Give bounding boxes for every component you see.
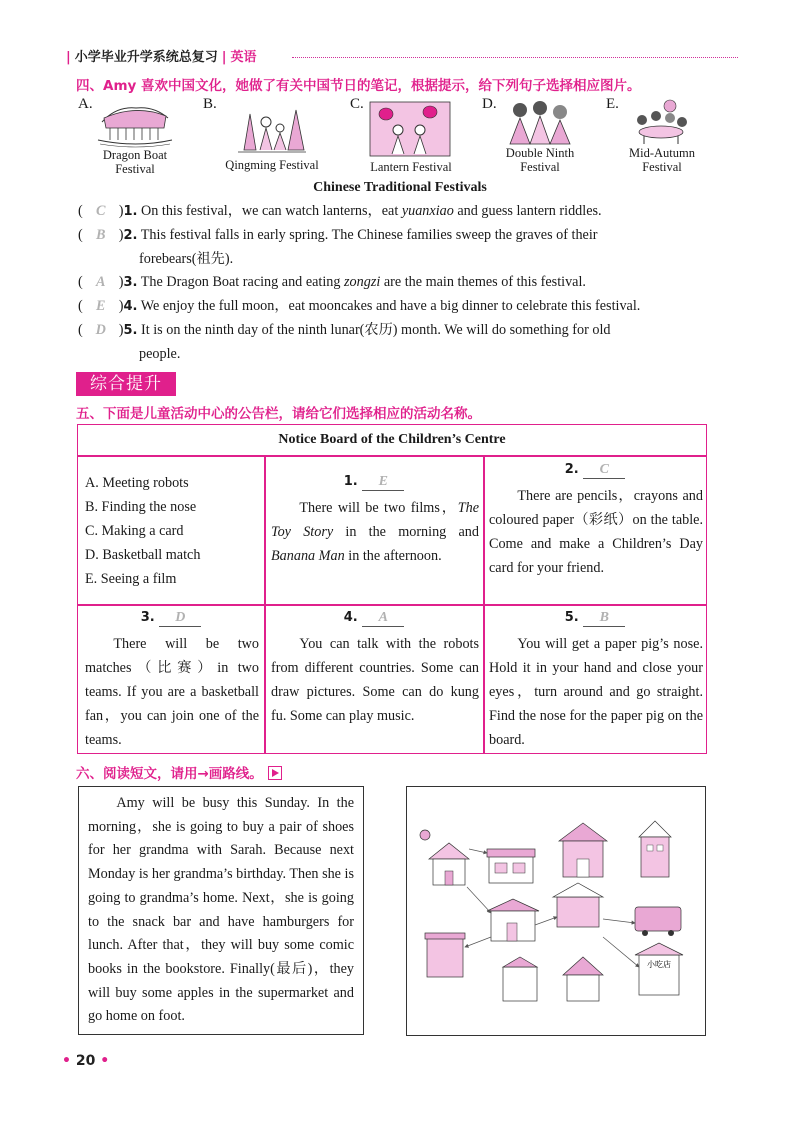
cell-number: 1. [343, 474, 358, 489]
section-banner: 综合提升 [76, 372, 176, 396]
cell-4-text: You can talk with the robots from different countries. Some can draw pictures. Some can do kung fu. Some can play music. [271, 636, 479, 724]
caption-dragon-boat [88, 148, 182, 176]
snack-bar-icon [487, 899, 539, 941]
question-number: 3. [123, 275, 138, 290]
option-item: D. Basketball match [85, 547, 201, 563]
answer-blank-4: A [362, 610, 404, 627]
cell-2-header [490, 462, 700, 479]
option-item: E. Seeing a film [85, 571, 177, 587]
snack-shop-sign-icon [635, 943, 683, 995]
question-number: 4. [123, 299, 138, 314]
building-icon [639, 821, 671, 877]
question-text-cont: people. [139, 345, 181, 362]
cell-5-header [490, 610, 700, 627]
reading-passage: Amy will be busy this Sunday. In the morning，she is going to buy a pair of shoes for her grandma with Sarah. Because next Monday is her grandma’s birthday. Then she is going to grandma’s home. Next，she is going to the snack bar and have hamburgers for lunch. After that，they will buy some comic books in the bookstore. Finally(最后)，they will buy some apples in the supermarket and go home on foot. [88, 795, 354, 1025]
film-title: The Toy Story [271, 500, 479, 540]
answer-blank-2: C [583, 462, 625, 479]
section4-heading: 四、Amy 喜欢中国文化，她做了有关中国节日的笔记，根据提示，给下列句子选择相应图片。 [76, 78, 641, 94]
answer-5: D [95, 322, 106, 338]
option-item: B. Finding the nose [85, 499, 197, 515]
cell-5-text: You will get a paper pig’s nose. Hold it in your hand and close your eyes，turn around and go straight. Find the nose for the paper pig on the board. [489, 636, 703, 748]
answer-2: B [96, 227, 106, 243]
question-text: The Dragon Boat racing and eating [140, 274, 345, 290]
question-text: On this festival，we can watch lanterns，eat [141, 203, 402, 219]
section6-heading [76, 762, 282, 782]
caption-mid-autumn [612, 146, 712, 174]
caption-lantern [358, 160, 464, 174]
section6-heading-text: 六、阅读短文，请用→画路线。 [76, 766, 263, 782]
bus-icon [635, 907, 681, 936]
table-rule [77, 455, 707, 457]
supermarket-icon [425, 933, 465, 977]
caption-line: Mid-Autumn [629, 146, 695, 160]
series-title: 小学毕业升学系统总复习 [74, 50, 218, 65]
cell-text: There will be two films， [299, 500, 458, 516]
option-item: A. Meeting robots [85, 475, 189, 491]
question-1: ( C )1. On this festival，we can watch lanterns，eat yuanxiao and guess lantern riddles. [78, 200, 710, 224]
table-rule [77, 604, 707, 606]
subject-label: 英语 [230, 50, 257, 65]
question-text: This festival falls in early spring. The Chinese families sweep the graves of their [140, 227, 598, 243]
question-text: are the main themes of this festival. [380, 274, 586, 290]
question-text: It is on the ninth day of the ninth lunar(农历) month. We will do something for old [141, 322, 611, 338]
caption-line: Dragon Boat [102, 148, 168, 162]
caption-line: Double Ninth [505, 146, 575, 160]
question-text: and guess lantern riddles. [453, 203, 602, 219]
festivals-title: Chinese Traditional Festivals [313, 180, 487, 195]
question-2: ( B )2. This festival falls in early spring. The Chinese families sweep the graves of their forebears(祖先). [78, 224, 710, 271]
amy-home-icon [420, 830, 469, 885]
shop-icon [503, 957, 537, 1001]
route-map-drawing [407, 787, 705, 1035]
mid-autumn-illustration [630, 98, 692, 146]
cell-number: 5. [564, 610, 579, 625]
running-header: | 小学毕业升学系统总复习 | 英语 [66, 50, 257, 65]
header-rule [292, 57, 738, 58]
question-term: zongzi [344, 274, 381, 290]
cell-4-header [272, 610, 476, 627]
film-title: Banana Man [271, 548, 345, 564]
caption-double-ninth [490, 146, 590, 174]
cell-number: 2. [564, 462, 579, 477]
question-number: 1. [123, 204, 138, 219]
caption-qingming [212, 158, 332, 172]
caption-line: Lantern Festival [370, 160, 452, 174]
answer-blank-3: D [159, 610, 201, 627]
answer-1: C [96, 203, 106, 219]
grandma-house-icon [559, 823, 607, 877]
qingming-illustration [236, 100, 308, 156]
picture-letter-a: A. [78, 96, 93, 112]
caption-line: Festival [115, 162, 155, 176]
picture-letter-b: B. [203, 96, 217, 112]
bookstore-icon [553, 883, 603, 927]
picture-letter-c: C. [350, 96, 364, 112]
table-rule [264, 455, 266, 753]
question-4: ( E )4. We enjoy the full moon，eat mooncakes and have a big dinner to celebrate this festival. [78, 295, 710, 319]
picture-letter-e: E. [606, 96, 619, 112]
cell-number: 4. [343, 610, 358, 625]
caption-line: Festival [642, 160, 682, 174]
shoe-shop-icon [487, 849, 535, 883]
question-number: 5. [123, 323, 138, 338]
question-term: yuanxiao [401, 203, 454, 219]
double-ninth-illustration [504, 98, 576, 146]
play-icon[interactable] [268, 766, 282, 780]
question-3: ( A )3. The Dragon Boat racing and eating zongzi are the main themes of this festival. [78, 271, 710, 295]
question-text: We enjoy the full moon，eat mooncakes and have a big dinner to celebrate this festival. [140, 298, 641, 314]
cell-2-text: There are pencils，crayons and coloured paper（彩纸）on the table. Come and make a Children’s Day card for your friend. [489, 488, 703, 576]
picture-letter-d: D. [482, 96, 497, 112]
answer-blank-1: E [362, 474, 404, 491]
caption-line: Qingming Festival [225, 158, 319, 172]
section5-heading: 五、下面是儿童活动中心的公告栏，请给它们选择相应的活动名称。 [76, 406, 481, 422]
caption-line: Festival [520, 160, 560, 174]
cell-number: 3. [140, 610, 155, 625]
option-item: C. Making a card [85, 523, 184, 539]
table-rule [483, 455, 485, 753]
cell-3-text: There will be two matches（比赛）in two teams. If you are a basketball fan，you can join one of the teams. [85, 636, 259, 748]
answer-4: E [96, 298, 106, 314]
board-title: Notice Board of the Children’s Centre [278, 432, 506, 447]
lantern-illustration [368, 100, 452, 158]
cell-text: in the morning and [333, 524, 479, 540]
cell-1-text [271, 496, 479, 568]
cell-1-header [272, 474, 476, 491]
question-text-cont: forebears(祖先). [139, 250, 234, 267]
options-list [85, 471, 257, 591]
page-number-value: 20 [75, 1053, 96, 1069]
answer-blank-5: B [583, 610, 625, 627]
answer-3: A [96, 274, 106, 290]
question-5: ( D )5. It is on the ninth day of the ninth lunar(农历) month. We will do something for old people. [78, 319, 710, 366]
dragon-boat-illustration [96, 100, 174, 148]
house-icon [563, 957, 603, 1001]
cell-text: in the afternoon. [344, 548, 442, 564]
question-number: 2. [123, 228, 138, 243]
page-number: • 20 • [62, 1053, 110, 1069]
snack-shop-sign: 小吃店 [647, 960, 671, 969]
cell-3-header [85, 610, 257, 627]
